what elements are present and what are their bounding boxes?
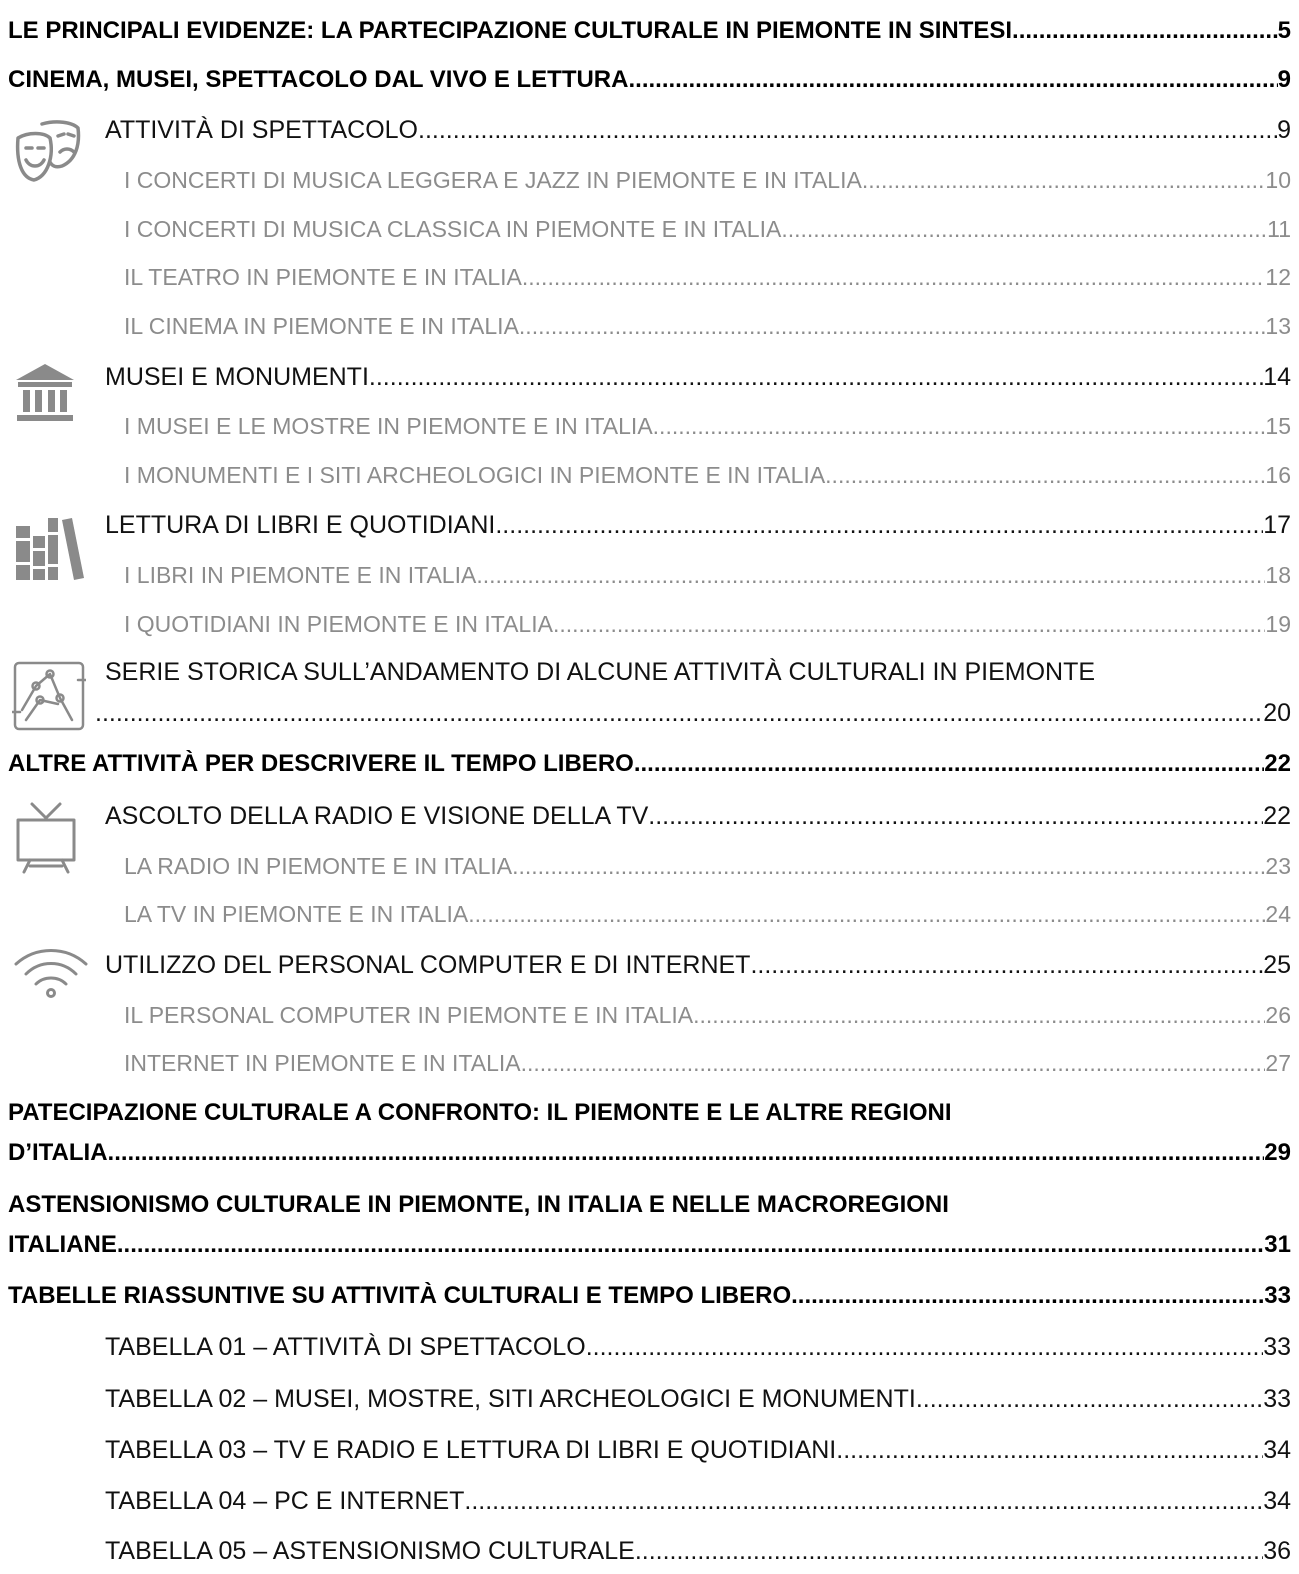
toc-page-number: 33 <box>1263 1385 1291 1413</box>
toc-entry-label: TABELLA 01 – ATTIVITÀ DI SPETTACOLO <box>105 1333 586 1361</box>
toc-entry-tabella-03[interactable] <box>105 1436 1291 1465</box>
toc-entry-radio[interactable] <box>124 853 1291 880</box>
toc-entry-confronto[interactable] <box>8 1139 1291 1167</box>
wifi-icon <box>12 948 90 998</box>
toc-page-number: 26 <box>1265 1002 1291 1028</box>
toc-entry-spettacolo[interactable] <box>105 116 1291 145</box>
toc-page-number: 34 <box>1263 1487 1291 1515</box>
toc-entry-tabella-01[interactable] <box>105 1333 1291 1362</box>
toc-page-number: 10 <box>1265 167 1291 193</box>
toc-page-number: 36 <box>1263 1537 1291 1565</box>
toc-entry-sintesi[interactable] <box>8 17 1291 45</box>
books-icon <box>14 512 86 584</box>
toc-entry-label: TABELLA 03 – TV E RADIO E LETTURA DI LIBRI E QUOTIDIANI <box>105 1436 837 1464</box>
toc-page-number: 25 <box>1263 951 1291 979</box>
toc-page-number: 23 <box>1265 853 1291 879</box>
toc-entry-internet[interactable] <box>124 1050 1291 1077</box>
leader-dots <box>693 1002 1265 1029</box>
toc-entry-tabella-04[interactable] <box>105 1487 1291 1516</box>
leader-dots <box>862 167 1266 194</box>
leader-dots <box>418 116 1277 145</box>
leader-dots <box>635 1537 1263 1566</box>
leader-dots <box>653 413 1266 440</box>
toc-entry-label: MUSEI E MONUMENTI <box>105 363 369 391</box>
leader-dots <box>468 901 1265 928</box>
toc-entry-label: TABELLE RIASSUNTIVE SU ATTIVITÀ CULTURALI E TEMPO LIBERO <box>8 1282 792 1309</box>
toc-page-number: 18 <box>1265 562 1291 588</box>
leader-dots <box>495 511 1263 540</box>
toc-entry-teatro[interactable] <box>124 264 1291 291</box>
tv-icon <box>14 800 78 876</box>
leader-dots <box>634 750 1264 778</box>
leader-dots <box>586 1333 1263 1362</box>
theater-masks-icon <box>14 118 84 186</box>
toc-entry-label: ATTIVITÀ DI SPETTACOLO <box>105 116 419 144</box>
leader-dots <box>648 802 1263 831</box>
toc-entry-label-continued: ITALIANE <box>8 1231 117 1258</box>
toc-entry-label: I LIBRI IN PIEMONTE E IN ITALIA <box>124 562 477 588</box>
leader-dots <box>791 1282 1264 1310</box>
toc-entry-label: IL TEATRO IN PIEMONTE E IN ITALIA <box>124 264 522 290</box>
toc-entry-radio-tv[interactable] <box>105 802 1291 831</box>
leader-dots <box>916 1385 1263 1414</box>
toc-page-number: 19 <box>1265 611 1291 637</box>
toc-entry-label: IL PERSONAL COMPUTER IN PIEMONTE E IN ITALIA <box>124 1002 694 1028</box>
toc-entry-label: CINEMA, MUSEI, SPETTACOLO DAL VIVO E LETTURA <box>8 66 629 93</box>
toc-entry-concerti-classica[interactable] <box>124 216 1291 243</box>
toc-entry-musei-mostre[interactable] <box>124 413 1291 440</box>
leader-dots <box>522 264 1266 291</box>
toc-entry-label: I CONCERTI DI MUSICA CLASSICA IN PIEMONTE E IN ITALIA <box>124 216 782 242</box>
leader-dots <box>108 1139 1265 1167</box>
toc-entry-label: IL CINEMA IN PIEMONTE E IN ITALIA <box>124 313 519 339</box>
toc-page-number: 27 <box>1265 1050 1291 1076</box>
leader-dots <box>1012 17 1278 45</box>
leader-dots <box>781 216 1267 243</box>
toc-page-number: 22 <box>1263 802 1291 830</box>
line-chart-icon <box>12 660 86 732</box>
toc-entry-serie-title[interactable]: SERIE STORICA SULL’ANDAMENTO DI ALCUNE ATTIVITÀ CULTURALI IN PIEMONTE <box>105 658 1096 686</box>
toc-entry-concerti-leggera[interactable] <box>124 167 1291 194</box>
toc-entry-quotidiani[interactable] <box>124 611 1291 638</box>
toc-entry-label: TABELLA 02 – MUSEI, MOSTRE, SITI ARCHEOLOGICI E MONUMENTI <box>105 1385 916 1413</box>
toc-page-number: 20 <box>1263 699 1291 727</box>
toc-entry-label: I MUSEI E LE MOSTRE IN PIEMONTE E IN ITALIA <box>124 413 653 439</box>
toc-entry-label: TABELLA 04 – PC E INTERNET <box>105 1487 465 1515</box>
toc-page-number: 33 <box>1264 1282 1291 1309</box>
toc-entry-label: LA RADIO IN PIEMONTE E IN ITALIA <box>124 853 513 879</box>
toc-page-number: 33 <box>1263 1333 1291 1361</box>
toc-entry-cinema-musei[interactable] <box>8 66 1291 94</box>
toc-page-number: 14 <box>1263 363 1291 391</box>
toc-entry-lettura[interactable] <box>105 511 1291 540</box>
toc-page-number: 9 <box>1277 66 1291 93</box>
museum-icon <box>14 362 76 424</box>
toc-entry-label: INTERNET IN PIEMONTE E IN ITALIA <box>124 1050 521 1076</box>
leader-dots <box>95 699 1263 728</box>
toc-page-number: 9 <box>1277 116 1291 144</box>
toc-page-number: 24 <box>1265 901 1291 927</box>
toc-entry-label-continued: D’ITALIA <box>8 1139 108 1166</box>
leader-dots <box>512 853 1265 880</box>
toc-page-number: 5 <box>1277 17 1291 44</box>
toc-entry-libri[interactable] <box>124 562 1291 589</box>
toc-entry-cinema[interactable] <box>124 313 1291 340</box>
toc-entry-label: ALTRE ATTIVITÀ PER DESCRIVERE IL TEMPO LIBERO <box>8 750 634 777</box>
toc-entry-astensionismo[interactable] <box>8 1231 1291 1259</box>
toc-page-number: 31 <box>1264 1231 1291 1258</box>
toc-page-number: 13 <box>1265 313 1291 339</box>
toc-page-number: 16 <box>1265 462 1291 488</box>
toc-entry-confronto-title[interactable]: PATECIPAZIONE CULTURALE A CONFRONTO: IL PIEMONTE E LE ALTRE REGIONI <box>8 1099 952 1126</box>
leader-dots <box>825 462 1265 489</box>
leader-dots <box>521 1050 1266 1077</box>
toc-entry-monumenti[interactable] <box>124 462 1291 489</box>
toc-page-number: 22 <box>1264 750 1291 777</box>
toc-entry-label: I MONUMENTI E I SITI ARCHEOLOGICI IN PIEMONTE E IN ITALIA <box>124 462 826 488</box>
leader-dots <box>628 66 1277 94</box>
toc-entry-pc-internet[interactable] <box>105 951 1291 980</box>
toc-entry-label: LA TV IN PIEMONTE E IN ITALIA <box>124 901 469 927</box>
leader-dots <box>553 611 1265 638</box>
leader-dots <box>117 1231 1264 1259</box>
toc-entry-altre[interactable] <box>8 750 1291 778</box>
toc-page-number: 12 <box>1265 264 1291 290</box>
toc-entry-tabelle[interactable] <box>8 1282 1291 1310</box>
leader-dots <box>750 951 1263 980</box>
leader-dots <box>519 313 1265 340</box>
toc-entry-label: ASCOLTO DELLA RADIO E VISIONE DELLA TV <box>105 802 649 830</box>
toc-entry-tabella-02[interactable] <box>105 1385 1291 1414</box>
toc-entry-label: UTILIZZO DEL PERSONAL COMPUTER E DI INTERNET <box>105 951 751 979</box>
toc-page-number: 17 <box>1263 511 1291 539</box>
toc-entry-astensionismo-title[interactable]: ASTENSIONISMO CULTURALE IN PIEMONTE, IN ITALIA E NELLE MACROREGIONI <box>8 1191 949 1218</box>
toc-entry-label: I CONCERTI DI MUSICA LEGGERA E JAZZ IN PIEMONTE E IN ITALIA <box>124 167 862 193</box>
toc-page-number: 11 <box>1267 216 1291 242</box>
toc-page-number: 34 <box>1263 1436 1291 1464</box>
toc-entry-pc[interactable] <box>124 1002 1291 1029</box>
toc-entry-label: TABELLA 05 – ASTENSIONISMO CULTURALE <box>105 1537 635 1565</box>
toc-entry-tv[interactable] <box>124 901 1291 928</box>
leader-dots <box>369 363 1263 392</box>
leader-dots <box>836 1436 1263 1465</box>
toc-page-number: 15 <box>1265 413 1291 439</box>
toc-entry-label: I QUOTIDIANI IN PIEMONTE E IN ITALIA <box>124 611 553 637</box>
toc-entry-tabella-05[interactable] <box>105 1537 1291 1566</box>
toc-entry-musei[interactable] <box>105 363 1291 392</box>
toc-entry-label: LE PRINCIPALI EVIDENZE: LA PARTECIPAZIONE CULTURALE IN PIEMONTE IN SINTESI <box>8 17 1013 44</box>
leader-dots <box>476 562 1265 589</box>
toc-entry-label: LETTURA DI LIBRI E QUOTIDIANI <box>105 511 496 539</box>
toc-entry-serie[interactable] <box>95 699 1291 728</box>
toc-page-number: 29 <box>1264 1139 1291 1166</box>
leader-dots <box>464 1487 1263 1516</box>
